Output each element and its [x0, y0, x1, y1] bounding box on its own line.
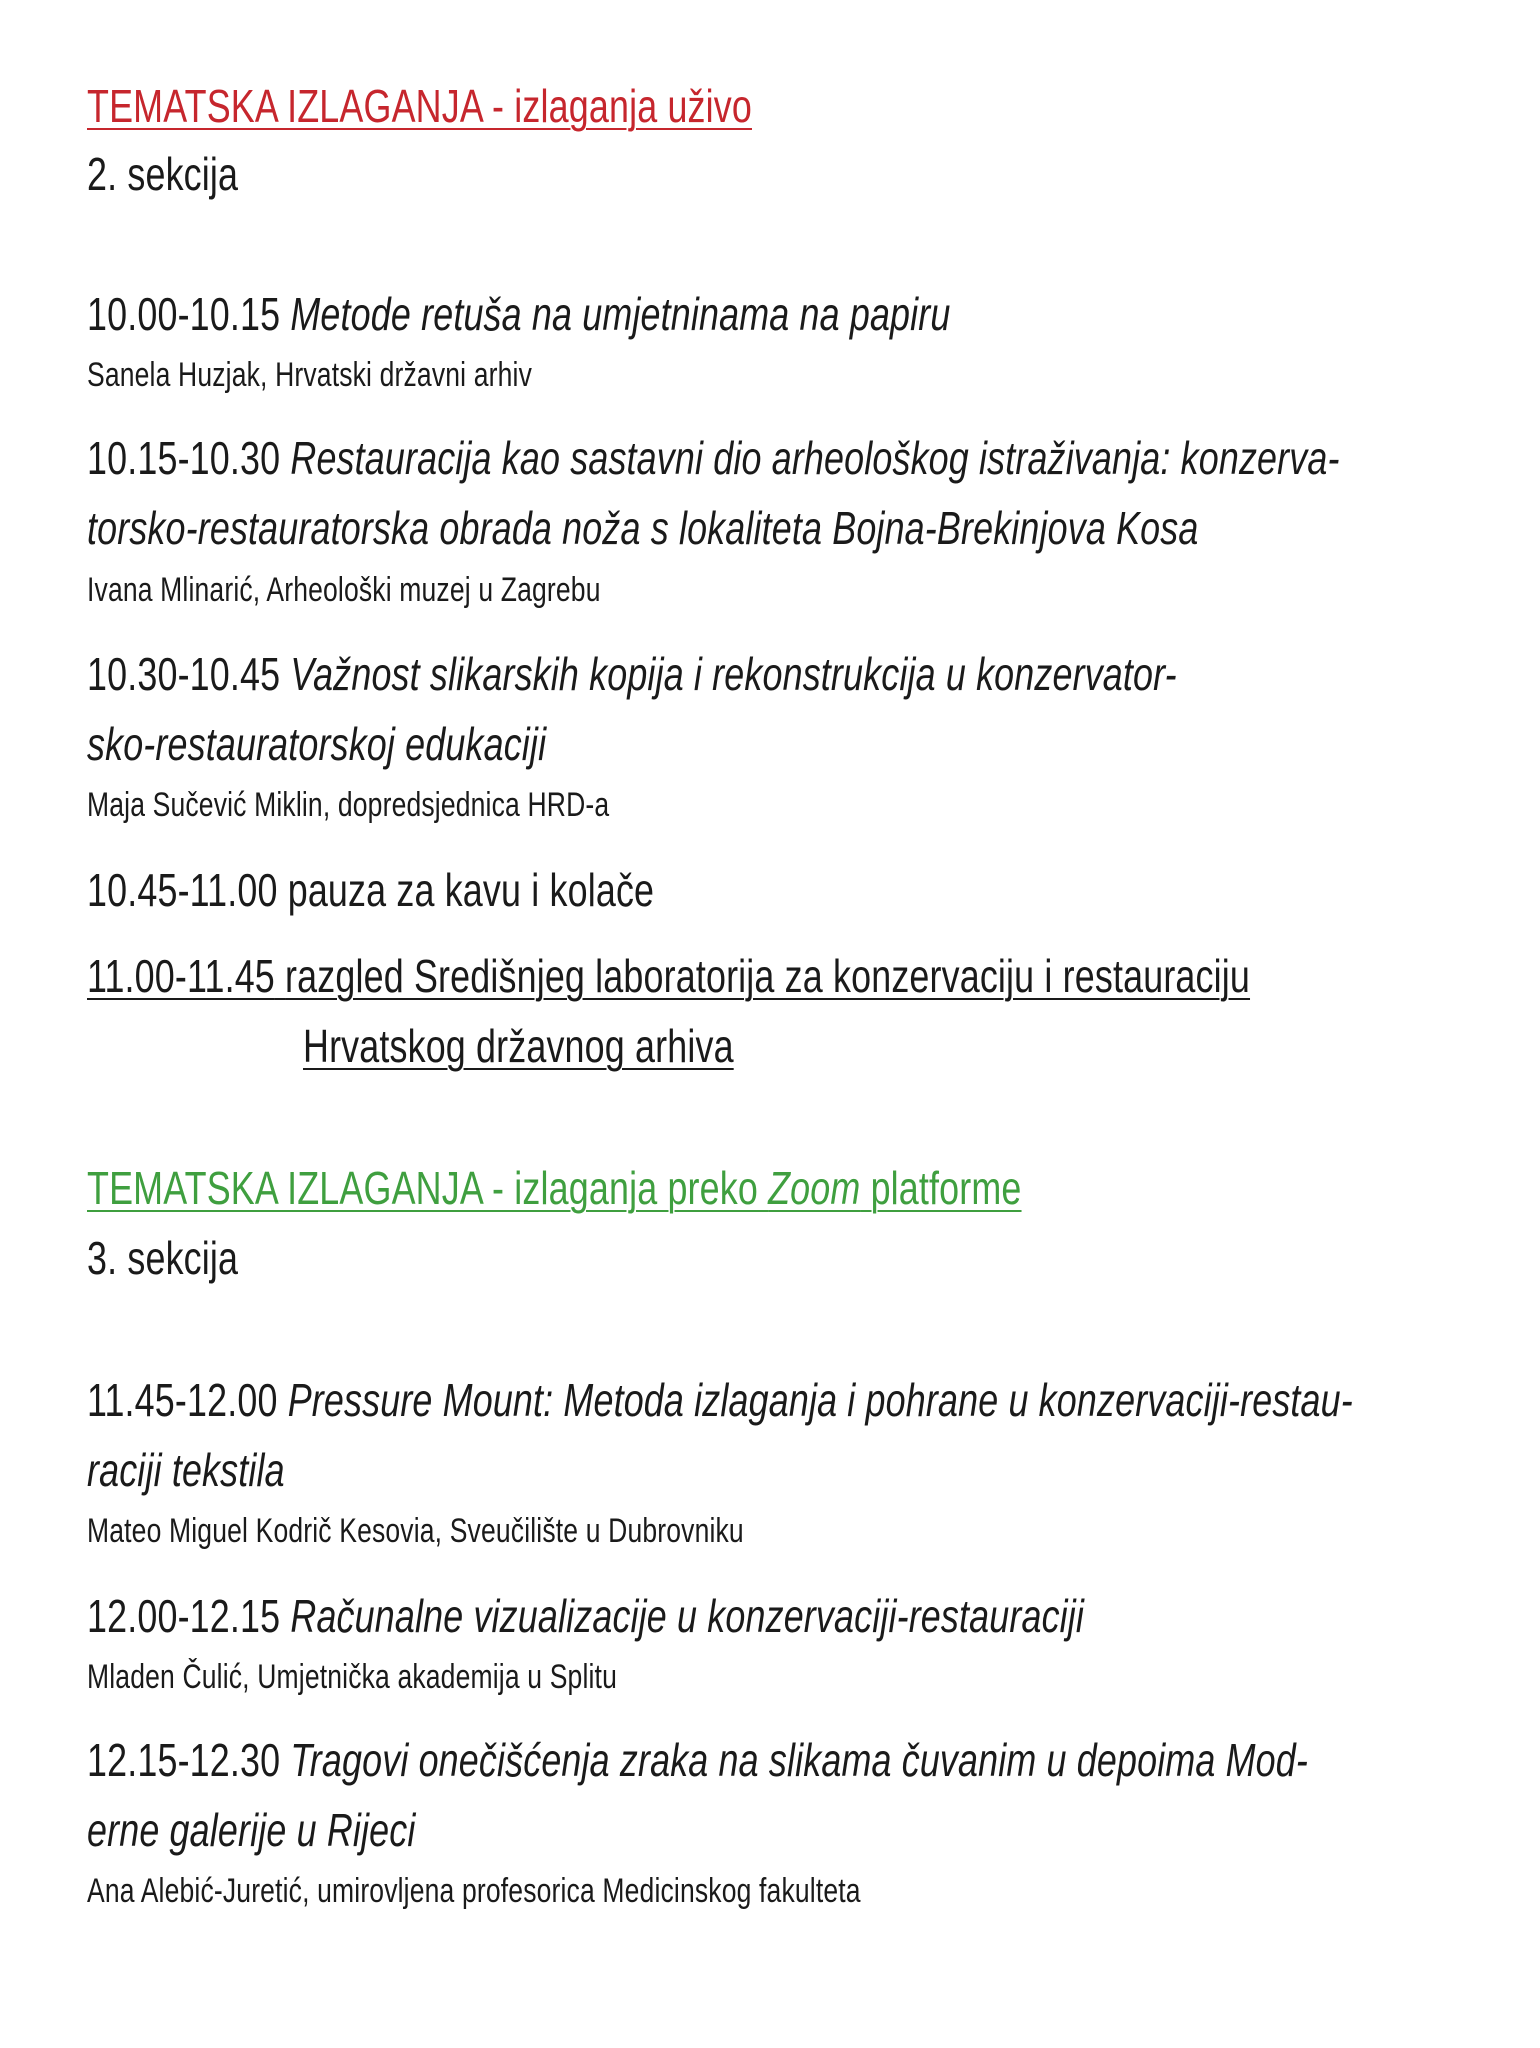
- break-time: 10.45-11.00: [87, 864, 278, 916]
- talk-4-line-1: [87, 1372, 1353, 1428]
- talk-4-line-2: [87, 1442, 285, 1498]
- coffee-break: [87, 862, 654, 918]
- section-2-heading: TEMATSKA IZLAGANJA - izlaganja uživo: [87, 80, 752, 132]
- talk-1-speaker: Sanela Huzjak, Hrvatski državni arhiv: [87, 356, 533, 394]
- talk-4-title-line-2: raciji tekstila: [87, 1444, 285, 1496]
- talk-1-line-1: [87, 286, 951, 342]
- talk-6-line-1: [87, 1732, 1308, 1788]
- talk-1-time: 10.00-10.15: [87, 288, 281, 340]
- talk-5-speaker: Mladen Čulić, Umjetnička akademija u Splitu: [87, 1658, 617, 1696]
- tour-text-line-1: razgled Središnjeg laboratorija za konzervaciju i restauraciju: [285, 950, 1251, 1002]
- talk-6-time: 12.15-12.30: [87, 1734, 281, 1786]
- talk-4-time: 11.45-12.00: [87, 1374, 278, 1426]
- talk-6-title-line-1: Tragovi onečišćenja zraka na slikama čuvanim u depoima Mod-: [290, 1734, 1309, 1786]
- talk-5-time: 12.00-12.15: [87, 1590, 281, 1642]
- section-3-label: 3. sekcija: [87, 1232, 239, 1284]
- section-3-heading-zoom: Zoom: [768, 1162, 861, 1214]
- talk-6-line-2: [87, 1802, 416, 1858]
- talk-4-title-line-1: Pressure Mount: Metoda izlaganja i pohrane u konzervaciji-restau-: [287, 1374, 1353, 1426]
- lab-tour-line-1: [87, 948, 1250, 1004]
- talk-3-title-line-2: sko-restauratorskoj edukaciji: [87, 718, 547, 770]
- talk-2-title-line-2: torsko-restauratorska obrada noža s lokaliteta Bojna-Brekinjova Kosa: [87, 502, 1199, 554]
- talk-2-line-2: [87, 500, 1199, 556]
- talk-2-line-1: [87, 430, 1340, 486]
- talk-3-line-1: [87, 646, 1177, 702]
- talk-4-speaker: Mateo Miguel Kodrič Kesovia, Sveučilište u Dubrovniku: [87, 1512, 744, 1550]
- tour-time: 11.00-11.45: [87, 950, 275, 1002]
- talk-3-speaker: Maja Sučević Miklin, dopredsjednica HRD-a: [87, 786, 610, 824]
- section-3-heading-part-1: TEMATSKA IZLAGANJA - izlaganja preko: [87, 1162, 769, 1214]
- talk-3-title-line-1: Važnost slikarskih kopija i rekonstrukcija u konzervator-: [290, 648, 1177, 700]
- tour-text-line-2: Hrvatskog državnog arhiva: [303, 1020, 734, 1072]
- talk-6-title-line-2: erne galerije u Rijeci: [87, 1804, 416, 1856]
- talk-5-line-1: [87, 1588, 1084, 1644]
- talk-6-speaker: Ana Alebić-Juretić, umirovljena profesorica Medicinskog fakulteta: [87, 1872, 861, 1910]
- talk-2-speaker: Ivana Mlinarić, Arheološki muzej u Zagrebu: [87, 571, 601, 609]
- break-text: pauza za kavu i kolače: [287, 864, 655, 916]
- talk-3-time: 10.30-10.45: [87, 648, 281, 700]
- section-3-heading: [87, 1160, 1022, 1216]
- talk-5-title: Računalne vizualizacije u konzervaciji-restauraciji: [290, 1590, 1085, 1642]
- talk-2-time: 10.15-10.30: [87, 432, 281, 484]
- talk-1-title: Metode retuša na umjetninama na papiru: [290, 288, 951, 340]
- talk-2-title-line-1: Restauracija kao sastavni dio arheološkog istraživanja: konzerva-: [290, 432, 1340, 484]
- talk-3-line-2: [87, 716, 546, 772]
- section-2-label: 2. sekcija: [87, 148, 239, 200]
- section-3-heading-part-2: platforme: [860, 1162, 1022, 1214]
